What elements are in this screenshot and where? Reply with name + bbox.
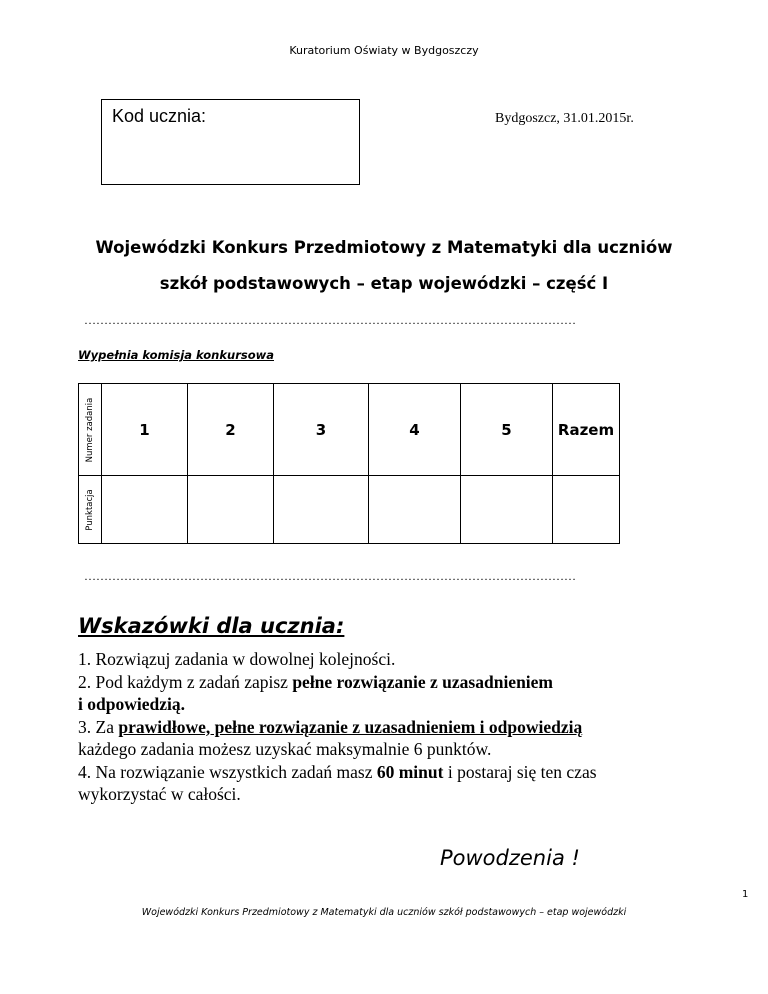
row-header-points-label: Punktacja: [85, 488, 95, 531]
instruction-item: [78, 671, 698, 694]
document-title: [60, 230, 708, 302]
instruction-item-continued: [78, 693, 698, 716]
student-code-box[interactable]: [101, 99, 360, 185]
score-cell[interactable]: [369, 476, 461, 544]
score-cell[interactable]: [188, 476, 274, 544]
header-institution: Kuratorium Oświaty w Bydgoszczy: [289, 44, 479, 57]
column-header: 4: [369, 384, 461, 476]
column-header: 2: [188, 384, 274, 476]
instruction-item: [78, 716, 698, 739]
column-header: 1: [102, 384, 188, 476]
title-line-1: Wojewódzki Konkurs Przedmiotowy z Matematyki dla uczniów: [95, 238, 673, 257]
good-luck-message: Powodzenia !: [440, 846, 580, 870]
row-header-task-number: [79, 384, 102, 476]
instruction-item-continued: każdego zadania możesz uzyskać maksymalnie 6 punktów.: [78, 739, 492, 759]
committee-label: Wypełnia komisja konkursowa: [78, 348, 274, 362]
dotted-line-bottom: ……………………………………………………………………………………………………………: [84, 569, 576, 583]
student-code-label: Kod ucznia:: [112, 106, 207, 126]
column-header-total: Razem: [553, 384, 620, 476]
page-number: 1: [742, 889, 749, 900]
instruction-text: i postaraj się ten czas: [443, 761, 597, 782]
score-cell[interactable]: [461, 476, 553, 544]
score-cell[interactable]: [102, 476, 188, 544]
instruction-item-continued: wykorzystać w całości.: [78, 784, 241, 804]
row-header-task-number-label: Numer zadania: [85, 397, 95, 462]
instruction-text: 2. Pod każdym z zadań zapisz: [78, 671, 293, 692]
instruction-emphasis: i odpowiedzią.: [78, 694, 185, 714]
row-header-points: [79, 476, 102, 544]
task-number-row: [79, 384, 620, 476]
instruction-text: 3. Za: [78, 716, 119, 737]
instruction-emphasis: prawidłowe, pełne rozwiązanie z uzasadnieniem i odpowiedzią: [118, 716, 583, 737]
instructions-list: [78, 648, 698, 806]
score-row: [79, 476, 620, 544]
instruction-emphasis: pełne rozwiązanie z uzasadnieniem: [292, 671, 554, 692]
score-cell[interactable]: [274, 476, 369, 544]
instruction-emphasis: 60 minut: [376, 761, 444, 782]
score-table: [78, 383, 620, 544]
instruction-item: 1. Rozwiązuj zadania w dowolnej kolejności.: [78, 649, 396, 669]
instruction-item: [78, 761, 698, 784]
column-header: 5: [461, 384, 553, 476]
column-header: 3: [274, 384, 369, 476]
score-cell-total[interactable]: [553, 476, 620, 544]
title-line-2: szkół podstawowych – etap wojewódzki – część I: [159, 274, 609, 293]
dotted-line-top: ……………………………………………………………………………………………………………: [84, 313, 576, 327]
document-date: Bydgoszcz, 31.01.2015r.: [495, 111, 634, 126]
instructions-heading: Wskazówki dla ucznia:: [78, 614, 345, 638]
instruction-text: 4. Na rozwiązanie wszystkich zadań masz: [78, 761, 377, 782]
page-footer: Wojewódzki Konkurs Przedmiotowy z Matematyki dla uczniów szkół podstawowych – etap wojewódzki: [141, 907, 627, 918]
